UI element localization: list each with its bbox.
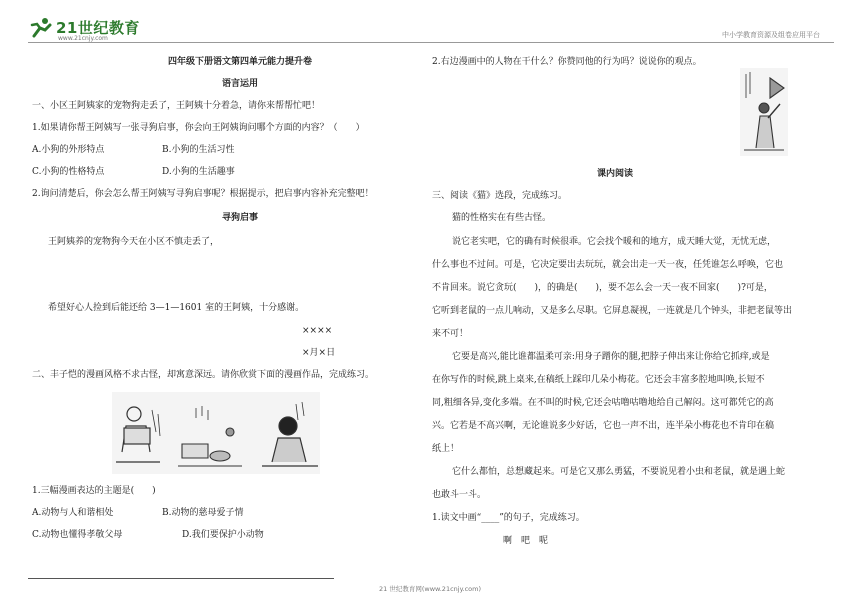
notice-line-1: 王阿姨养的宠物狗今天在小区不慎走丢了， (48, 237, 220, 247)
paragraph-2-line: 它听到老鼠的一点儿响动，又是多么尽职。它屏息凝视，一连就是几个钟头，非把老鼠等出 (432, 306, 793, 316)
section-language-use: 语言运用 (221, 79, 258, 89)
question-1-1: 1.如果请你帮王阿姨写一张寻狗启事，你会向王阿姨询问哪个方面的内容？（ ） (32, 123, 365, 133)
question-2-stem: 二、丰子恺的漫画风格不求古怪，却寓意深远。请你欣赏下面的漫画作品，完成练习。 (32, 370, 375, 380)
comic-illustration (740, 68, 788, 156)
paragraph-2-line: 说它老实吧，它的确有时候很乖。它会找个暖和的地方，成天睡大觉，无忧无虑， (452, 237, 777, 247)
question-1-2: 2.询问清楚后，你会怎么帮王阿姨写寻狗启事呢？根据提示，把启事内容补充完整吧！ (32, 189, 374, 199)
question-3-stem: 三、阅读《猫》选段，完成练习。 (432, 191, 568, 201)
option-a: A.小狗的外形特点 (32, 145, 105, 155)
question-2-1: 1.三幅漫画表达的主题是( ) (32, 486, 156, 496)
question-1-stem: 一、小区王阿姨家的宠物狗走丢了，王阿姨十分着急，请你来帮帮忙吧！ (32, 101, 321, 111)
option-d: D.我们要保护小动物 (182, 530, 264, 540)
paragraph-2-line: 什么事也不过问。可是，它决定要出去玩玩，就会出走一天一夜，任凭谁怎么呼唤，它也 (432, 260, 784, 270)
option-b: B.小狗的生活习性 (162, 145, 235, 155)
paragraph-3-line: 纸上！ (432, 444, 460, 454)
notice-line-2: 希望好心人捡到后能还给 3—1—1601 室的王阿姨，十分感谢。 (48, 303, 305, 313)
header-divider (28, 42, 834, 43)
runner-logo-icon (28, 16, 54, 40)
paragraph-3-line: 在你写作的时候,跳上桌来,在稿纸上踩印几朵小梅花。它还会丰富多腔地叫唤,长短不 (432, 375, 765, 385)
paragraph-4-line: 也敢斗一斗。 (432, 490, 487, 500)
paragraph-3-line: 它要是高兴,能比谁都温柔可亲:用身子蹭你的腿,把脖子伸出来让你给它抓痒,或是 (452, 352, 770, 362)
brand-name: 21世纪教育 (56, 19, 140, 37)
notice-signature: ×××× (302, 326, 333, 336)
question-2-2: 2.右边漫画中的人物在干什么？你赞同他的行为吗？说说你的观点。 (432, 57, 702, 67)
brand-url: www.21cnjy.com (58, 35, 108, 42)
footer-text: 21 世纪教育网(www.21cnjy.com) (379, 585, 481, 593)
question-3-1: 1.读文中画“____”的句子，完成练习。 (432, 513, 585, 523)
option-b: B.动物的慈母爱子情 (162, 508, 244, 518)
option-c: C.小狗的性格特点 (32, 167, 105, 177)
paragraph-3-line: 同,粗细各异,变化多端。在不叫的时候,它还会咕噜咕噜地给自己解闷。这可都凭它的高 (432, 398, 774, 408)
option-c: C.动物也懂得孝敬父母 (32, 530, 123, 540)
option-d: D.小狗的生活趣事 (162, 167, 235, 177)
paragraph-2-line: 来不可！ (432, 329, 469, 339)
option-a: A.动物与人和谐相处 (32, 508, 114, 518)
notice-date: ×月×日 (302, 348, 336, 358)
footer-divider (28, 578, 334, 579)
paragraph-1: 猫的性格实在有些古怪。 (452, 213, 552, 223)
paragraph-4-line: 它什么都怕，总想藏起来。可是它又那么勇猛，不要说见着小虫和老鼠，就是遇上蛇 (452, 467, 786, 477)
site-logo (28, 14, 148, 42)
paragraph-2-line: 不肯回来。说它贪玩( )，的确是( )，要不怎么会一天一夜不回家( )?可是， (432, 283, 773, 293)
particle-words: 啊 吧 呢 (503, 536, 549, 546)
paragraph-3-line: 兴。它若是不高兴啊，无论谁说多少好话，它也一声不出，连半朵小梅花也不肯印在稿 (432, 421, 775, 431)
platform-label: 中小学教育资源及组卷应用平台 (722, 31, 820, 39)
comic-illustration (112, 392, 320, 474)
section-in-class-reading: 课内阅读 (596, 169, 633, 179)
exam-title: 四年级下册语文第四单元能力提升卷 (167, 57, 312, 67)
notice-title: 寻狗启事 (221, 213, 258, 223)
